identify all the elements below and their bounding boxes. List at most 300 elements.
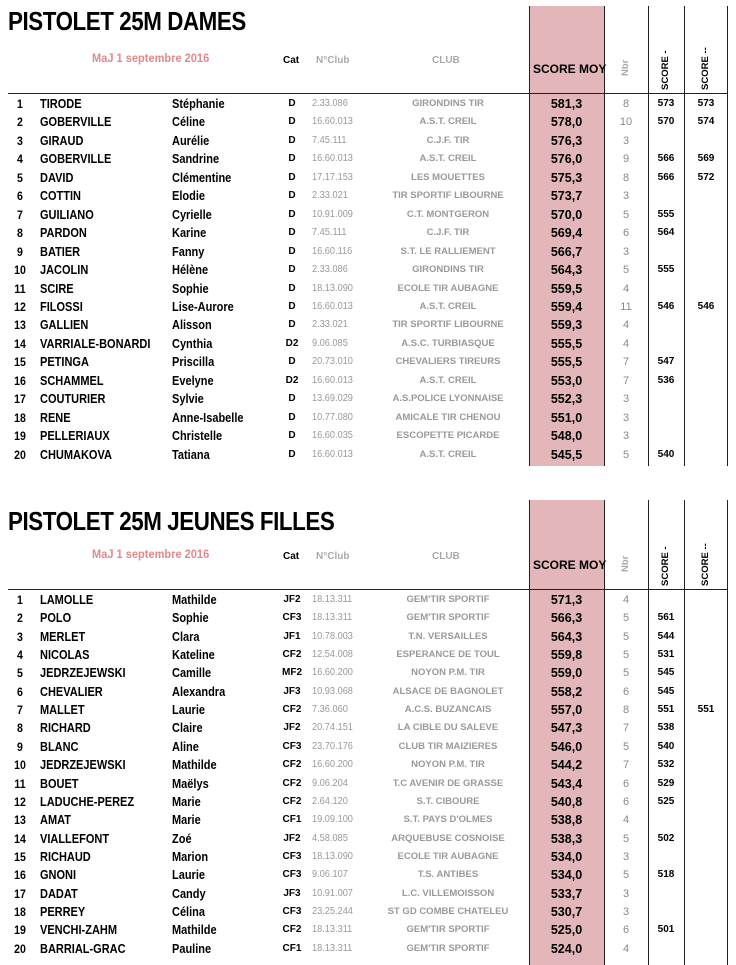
row-club-number: 16.60.013 [312,300,353,312]
header-score1: SCORE - [660,546,671,586]
row-last-name: BATIER [40,244,81,259]
row-rank: 13 [14,813,26,828]
row-score-moy: 544,2 [550,758,583,773]
row-category: D [288,282,296,294]
row-rank: 18 [14,410,26,425]
row-first-name: Mathilde [172,758,217,773]
row-score-moy: 534,0 [550,849,583,864]
row-nbr: 10 [619,116,633,129]
row-club-name: ESCOPETTE PICARDE [396,430,500,442]
table-row [0,591,736,609]
row-club-name: GIRONDINS TIR [412,98,484,109]
table-row [0,719,736,737]
table-row [0,848,736,866]
row-score-moy: 538,3 [550,831,583,846]
row-first-name: Clémentine [172,170,232,185]
row-club-number: 7.45.111 [312,227,347,239]
row-rank: 12 [14,299,26,314]
row-last-name: BOUET [40,776,79,791]
header-club-num: N°Club [316,55,350,66]
row-rank: 6 [17,189,23,204]
row-first-name: Stéphanie [172,97,225,111]
row-rank: 18 [14,904,26,919]
row-rank: 2 [17,611,23,626]
row-rank: 6 [17,684,23,699]
row-category: CF3 [282,850,302,862]
row-nbr: 6 [622,227,630,240]
row-last-name: BARRIAL-GRAC [40,941,126,956]
table-row [0,738,736,756]
row-score-moy: 552,3 [550,392,583,407]
row-category: D [288,356,296,368]
row-score1: 566 [657,153,675,165]
row-club-name: A.S.POLICE LYONNAISE [392,393,504,405]
row-last-name: COTTIN [40,189,81,204]
row-nbr: 7 [622,759,630,772]
row-score2: 572 [697,171,715,183]
row-first-name: Sophie [172,281,209,296]
row-nbr: 3 [622,430,630,443]
row-nbr: 5 [622,832,630,845]
row-rank: 9 [17,244,23,259]
row-last-name: DADAT [40,886,78,901]
row-club-number: 2.33.086 [312,264,348,276]
row-club-number: 20.73.010 [312,356,353,368]
row-category: D [288,134,296,146]
row-nbr: 5 [622,869,630,882]
row-nbr: 4 [622,282,630,295]
row-nbr: 11 [620,300,632,313]
row-first-name: Camille [172,666,212,681]
row-first-name: Marion [172,849,209,864]
row-nbr: 3 [622,850,630,863]
row-score-moy: 524,0 [550,941,583,956]
row-last-name: AMAT [40,813,71,828]
table-row [0,793,736,811]
row-score1: 540 [657,740,675,752]
row-rank: 5 [17,170,23,185]
row-score1: 531 [657,649,675,661]
row-club-number: 23.25.244 [312,905,353,917]
row-club-number: 18.13.311 [312,942,353,954]
row-score-moy: 576,0 [550,152,583,167]
row-club-number: 16.60.013 [312,448,353,460]
row-rank: 2 [17,115,23,130]
row-score1: 529 [657,777,675,789]
row-nbr: 5 [622,448,630,461]
row-category: D2 [285,337,299,349]
row-rank: 14 [14,336,26,351]
row-club-number: 18.13.311 [312,612,353,624]
row-category: D [288,264,296,276]
row-score-moy: 559,8 [550,648,583,663]
row-nbr: 7 [622,374,630,387]
row-last-name: LAMOLLE [40,593,94,607]
row-club-number: 4.58.085 [312,832,348,844]
row-category: CF1 [282,814,302,826]
row-first-name: Anne-Isabelle [172,410,244,425]
row-category: JF3 [283,685,301,697]
row-category: D [288,153,296,165]
row-nbr: 6 [622,685,630,698]
row-club-name: C.J.F. TIR [426,227,470,239]
table-row [0,664,736,682]
row-category: CF3 [282,740,302,752]
row-category: CF2 [282,759,302,771]
row-score-moy: 559,0 [550,666,583,681]
row-score-moy: 545,5 [550,447,583,462]
row-first-name: Christelle [172,429,223,444]
update-date: MaJ 1 septembre 2016 [92,547,210,561]
row-nbr: 3 [622,245,630,258]
row-rank: 5 [17,666,23,681]
header-cat: Cat [283,55,300,66]
row-club-name: ALSACE DE BAGNOLET [392,685,504,697]
table-row [0,427,736,445]
row-category: D [288,319,296,331]
row-nbr: 3 [622,134,630,147]
row-first-name: Alexandra [172,684,226,699]
row-rank: 20 [14,941,26,956]
row-score-moy: 557,0 [550,703,583,718]
row-last-name: GOBERVILLE [40,115,112,130]
row-nbr: 7 [622,356,630,369]
row-club-name: GEM'TIR SPORTIF [406,942,490,954]
row-club-number: 10.77.080 [312,411,353,423]
row-category: MF2 [282,667,302,679]
table-row [0,409,736,427]
row-category: D [288,190,296,202]
section-title: PISTOLET 25M DAMES [8,6,246,36]
row-first-name: Hélène [172,263,209,278]
row-club-name: L.C. VILLEMOISSON [401,887,495,899]
table-row [0,609,736,627]
row-nbr: 5 [622,630,630,643]
row-score1: 525 [657,795,675,807]
row-score1: 555 [657,208,675,220]
row-nbr: 8 [622,171,630,184]
row-last-name: PARDON [40,226,87,241]
row-first-name: Candy [172,886,206,901]
row-club-name: TIR SPORTIF LIBOURNE [392,319,504,331]
row-score-moy: 540,8 [550,794,583,809]
row-last-name: GOBERVILLE [40,152,112,167]
row-score-moy: 538,8 [550,813,583,828]
row-category: D2 [285,374,299,386]
row-club-number: 7.45.111 [312,134,347,146]
table-row [0,280,736,298]
row-first-name: Céline [172,115,206,130]
row-first-name: Priscilla [172,355,215,370]
row-score-moy: 571,3 [550,593,583,607]
header-nbr: Nbr [620,59,631,76]
row-rank: 3 [17,629,23,644]
row-club-number: 9.06.204 [312,777,348,789]
row-nbr: 4 [622,319,630,332]
row-first-name: Mathilde [172,923,217,938]
row-club-name: GIRONDINS TIR [412,264,484,276]
row-score1: 570 [657,116,675,128]
row-club-name: S.T. LE RALLIEMENT [400,245,496,257]
row-category: D [288,116,296,128]
table-row [0,756,736,774]
row-score-moy: 547,3 [550,721,583,736]
row-last-name: RENE [40,410,71,425]
row-rank: 8 [17,721,23,736]
row-rank: 8 [17,226,23,241]
row-last-name: GALLIEN [40,318,89,333]
row-first-name: Marie [172,794,201,809]
row-nbr: 5 [622,667,630,680]
row-club-name: S.T. CIBOURE [416,795,480,807]
row-last-name: POLO [40,611,72,626]
row-category: CF1 [282,942,302,954]
row-score1: 502 [657,832,675,844]
row-rank: 4 [17,648,23,663]
row-score-moy: 564,3 [550,629,583,644]
row-rank: 16 [14,373,26,388]
row-score-moy: 525,0 [550,923,583,938]
row-score-moy: 573,7 [550,189,583,204]
table-row [0,940,736,958]
row-last-name: SCIRE [40,281,74,296]
row-category: D [288,448,296,460]
row-rank: 7 [17,207,23,222]
row-category: D [288,300,296,312]
table-row [0,353,736,371]
row-category: JF3 [283,887,301,899]
row-club-name: GEM'TIR SPORTIF [406,924,490,936]
table-row [0,921,736,939]
row-club-number: 16.60.116 [312,245,353,257]
row-first-name: Fanny [172,244,205,259]
row-category: D [288,171,296,183]
row-score2: 573 [697,98,715,109]
row-club-number: 16.60.035 [312,430,353,442]
row-club-name: ST GD COMBE CHATELEU [387,905,509,917]
row-score1: 536 [657,374,675,386]
row-rank: 15 [14,355,26,370]
row-first-name: Sandrine [172,152,220,167]
row-score1: 538 [657,722,675,734]
row-nbr: 4 [622,337,630,350]
table-row [0,830,736,848]
row-rank: 11 [14,776,26,791]
row-club-name: ECOLE TIR AUBAGNE [397,282,499,294]
row-club-number: 2.33.021 [312,319,348,331]
row-rank: 19 [14,429,26,444]
row-score1: 566 [657,171,675,183]
row-rank: 1 [17,593,23,607]
row-rank: 10 [14,263,26,278]
table-row [0,628,736,646]
row-club-number: 10.91.009 [312,208,353,220]
row-first-name: Karine [172,226,207,241]
row-score-moy: 533,7 [550,886,583,901]
row-score1: 551 [657,704,675,716]
row-nbr: 4 [622,814,630,827]
row-score-moy: 551,0 [550,410,583,425]
row-last-name: LADUCHE-PEREZ [40,794,135,809]
row-score-moy: 578,0 [550,115,583,130]
row-score-moy: 559,4 [550,299,583,314]
table-row [0,169,736,187]
row-first-name: Sophie [172,611,209,626]
header-nbr: Nbr [620,555,631,572]
row-first-name: Clara [172,629,200,644]
table-row [0,446,736,464]
row-club-number: 18.13.311 [312,924,353,936]
row-club-name: LA CIBLE DU SALEVE [397,722,499,734]
row-last-name: VARRIALE-BONARDI [40,336,151,351]
row-nbr: 3 [622,190,630,203]
table-row [0,95,736,113]
row-rank: 7 [17,703,23,718]
row-club-name: S.T. PAYS D'OLMES [403,814,493,826]
row-last-name: CHUMAKOVA [40,447,112,462]
row-score1: 546 [657,300,675,312]
row-score-moy: 569,4 [550,226,583,241]
row-nbr: 8 [622,704,630,717]
table-row [0,335,736,353]
row-nbr: 8 [622,98,630,110]
row-last-name: JEDRZEJEWSKI [40,666,126,681]
table-row [0,298,736,316]
row-score-moy: 575,3 [550,170,583,185]
row-category: CF2 [282,777,302,789]
row-club-name: NOYON P.M. TIR [411,667,485,679]
row-score-moy: 543,4 [550,776,583,791]
row-last-name: MERLET [40,629,86,644]
row-rank: 12 [14,794,26,809]
row-last-name: FILOSSI [40,299,83,314]
row-category: JF2 [283,594,301,605]
row-first-name: Lise-Aurore [172,299,234,314]
row-category: CF3 [282,869,302,881]
row-category: D [288,227,296,239]
row-club-name: ARQUEBUSE COSNOISE [391,832,505,844]
row-first-name: Sylvie [172,392,204,407]
row-club-name: AMICALE TIR CHENOU [395,411,501,423]
row-score-moy: 546,0 [550,739,583,754]
row-last-name: TIRODE [40,97,82,111]
row-rank: 9 [17,739,23,754]
row-last-name: PERREY [40,904,86,919]
row-score2: 546 [697,300,715,312]
table-row [0,243,736,261]
row-nbr: 4 [622,594,630,606]
section-jeunes-filles [0,500,736,965]
row-first-name: Mathilde [172,593,217,607]
header-cat: Cat [283,551,300,562]
row-last-name: NICOLAS [40,648,90,663]
row-category: CF2 [282,924,302,936]
header-rule [8,589,728,590]
row-category: D [288,430,296,442]
row-first-name: Maëlys [172,776,209,791]
row-score-moy: 558,2 [550,684,583,699]
table-row [0,113,736,131]
row-club-name: A.S.T. CREIL [419,448,477,460]
row-nbr: 3 [622,393,630,406]
row-last-name: GIRAUD [40,133,84,148]
row-club-name: LES MOUETTES [411,171,485,183]
row-club-name: ESPERANCE DE TOUL [396,649,500,661]
row-first-name: Alisson [172,318,212,333]
row-first-name: Célina [172,904,206,919]
row-rank: 3 [17,133,23,148]
row-nbr: 9 [622,153,630,166]
row-last-name: RICHARD [40,721,91,736]
row-club-name: GEM'TIR SPORTIF [406,594,490,605]
row-score1: 555 [657,264,675,276]
row-club-number: 16.60.200 [312,667,353,679]
row-first-name: Pauline [172,941,212,956]
row-first-name: Elodie [172,189,206,204]
row-score1: 561 [657,612,675,624]
row-first-name: Claire [172,721,203,736]
row-category: JF2 [283,722,301,734]
row-nbr: 6 [622,777,630,790]
row-category: D [288,411,296,423]
table-row [0,390,736,408]
header-score-moy: SCORE MOY [533,62,607,76]
row-category: D [288,393,296,405]
row-last-name: JACOLIN [40,263,89,278]
row-score-moy: 564,3 [550,263,583,278]
row-rank: 11 [14,281,26,296]
row-club-name: A.S.T. CREIL [419,153,477,165]
row-rank: 16 [14,868,26,883]
row-club-name: CHEVALIERS TIREURS [395,356,501,368]
row-last-name: CHEVALIER [40,684,103,699]
row-club-number: 18.13.090 [312,850,353,862]
row-club-name: T.S. ANTIBES [417,869,479,881]
row-category: CF2 [282,795,302,807]
row-club-name: TIR SPORTIF LIBOURNE [392,190,504,202]
row-last-name: GNONI [40,868,77,883]
row-rank: 10 [14,758,26,773]
section-title: PISTOLET 25M JEUNES FILLES [8,506,335,536]
row-score2: 569 [697,153,715,165]
table-row [0,132,736,150]
row-score-moy: 581,3 [550,97,583,111]
row-club-name: GEM'TIR SPORTIF [406,612,490,624]
row-score-moy: 530,7 [550,904,583,919]
row-score1: 540 [657,448,675,460]
row-nbr: 3 [622,887,630,900]
row-score-moy: 570,0 [550,207,583,222]
row-score-moy: 576,3 [550,133,583,148]
row-score2: 574 [697,116,715,128]
row-score1: 532 [657,759,675,771]
table-row [0,206,736,224]
row-club-number: 16.60.200 [312,759,353,771]
row-score-moy: 559,3 [550,318,583,333]
row-club-number: 16.60.013 [312,116,353,128]
row-category: JF2 [283,832,301,844]
row-category: D [288,98,296,109]
row-first-name: Laurie [172,868,206,883]
row-club-number: 10.93.068 [312,685,353,697]
row-score2: 551 [697,704,715,716]
row-first-name: Evelyne [172,373,214,388]
row-club-number: 9.06.107 [312,869,348,881]
row-club-name: T.N. VERSAILLES [408,630,488,642]
row-club-name: NOYON P.M. TIR [411,759,485,771]
row-last-name: MALLET [40,703,85,718]
header-score2: SCORE -- [700,543,711,586]
